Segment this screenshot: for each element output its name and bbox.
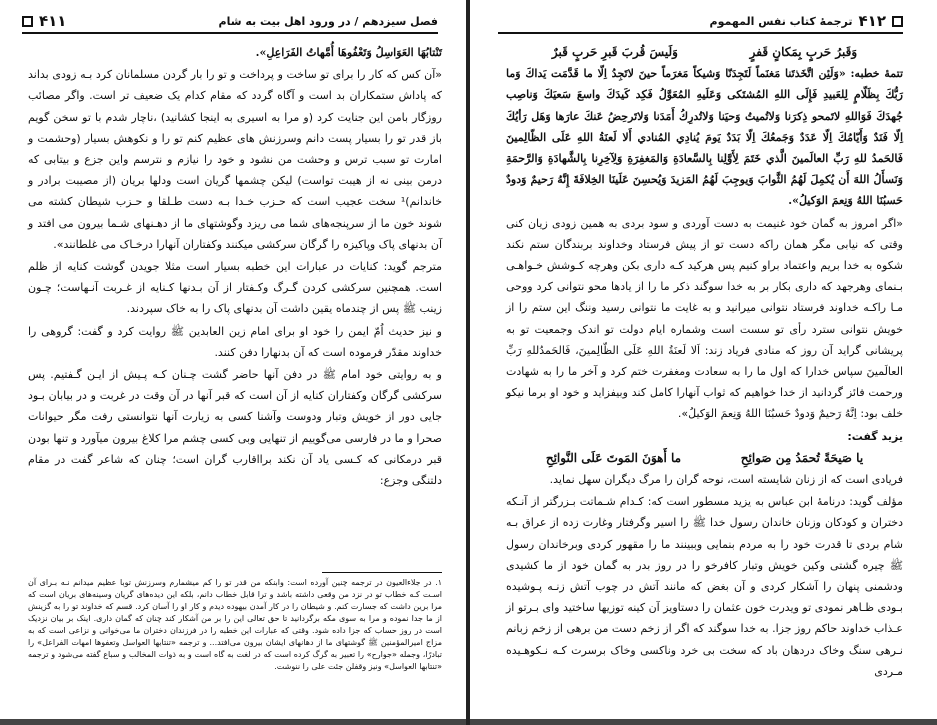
paragraph: مترجم گوید: کنایات در عبارات این خطبه بسیار است مثلا جویدن گوشت کنایه از ظلم است. همچنین سرکشی کردن گـرگ وکـفتار از آن بـدنها کـنایه از غـربت آنـهاست؛ چـون زینب ﷺ پس از چندماه یقین داشت آن بدنهای پاک را به خاک سپردند. [28, 260, 442, 316]
verse-hemistich: وَلَيسَ قُربَ قَبرِ حَربٍ قَبرٌ [551, 45, 678, 59]
paragraph: «آن کس که کار را برای تو ساخت و پرداخت و تو را بار گردن مسلمانان کرد بـه زودی بداند که پاداش ستمکاران بد است و آگاه گردد که مقام کدام یک ضعیف تر است. واگر مصائب روزگار بامن این جنایت کرد (و مرا به اسیری به اینجا کشانید) ،ناچار شدم با تو سخن گویم باز قدر تو را بسیار پست دانم وسرزنش های عظیم کنم تو را و نکوهش بسیار (وحشمت و امارت تو سبب ترس و وحشت من نشود و خود را نیازم و نترسم واین جزع و بیتابی که درمن بینی نه از هیبت تواست) لیکن چشمها گریان است ودلها بریان (از مصیبت برادر و خاندانم)¹ سخت عجیب است که حـزب خـدا بـه دست طـلقا و حـزب شیطان کشته می شوند خون ما از سرپنجه‌های شما می ریزد وگوشتهای ما از دهـنهای شـما بیرون می افتد و آن بدنهای پاک وپاکیزه را گرگان سرکشی میکنند وکفتاران آنهارا درخـاک می غلطانند». [28, 68, 442, 251]
right-page-body [506, 42, 903, 683]
paragraph: «اگر امروز به گمان خود غنیمت به دست آوردی و سود بردی به همین زودی زیان کنی وقتی که نیابی مگر همان راکه دست تو از پیش فرستاد وخداوند بربندگان ستم نکند شکوه به خدا بریم واعتماد براو کنیم پس هرکید کـه داری بکن وهرچه کـوشش خـواهـی بـنمای وهرجهد که داری بکار بر به خدا سوگند ذکر ما را از یادها محو نتوانی کرد ووحی مـا راکـه خداوند فرستاد نتوانی میرانید و به غایت ما نتوانی رسید وننگ این ستم را از خویش نتوانی سترد رأی تو سست است وشماره ایام دولت تو اندک وجمعیت تو به پریشانی گراید آن روز که منادی فریاد زند: اَلا لَعنَةُ اللهِ عَلَى الظّالِمینَ، فَالحَمدُللهِ رَبِّ العالَمینَ سپاس خدارا که اول ما را به سعادت ومغفرت ختم کرد و آخر ما را به شهادت ورحمت فائز گردانید از خدا خواهیم که ثواب آنهارا کامل کند وبیفزاید و خود او برما نیکو خلف بود: اِنَّهُ رَحیمٌ وَدودٌ حَسبُنَا اللهُ وَنِعمَ الوَکیلُ». [506, 216, 903, 421]
verse-couplet [516, 42, 893, 63]
right-page-header [498, 10, 903, 34]
paragraph: یزید گفت: [847, 429, 903, 443]
paragraph: مؤلف گوید: درنامهٔ ابن عباس به یزید مسطور است که: کـدام شـماتت بـزرگتر از آنـکه دختران و کودکان وزنان خاندان رسول خدا ﷺ را اسیر وگرفتار وغارت زده از عراق بـه شام بردی تا قدرت خود را به مردم بنمایی وببینند ما را مقهور کردی وبرخاندان رسول ﷺ چیره گشتی وکین خویش وتبار کافرخو را در روز بدر به گمان خود از ما کشیدی ودشمنی پنهان را آشکار کردی و آن بغض که مانند آتش در چوب آتش زنـه پـوشیده بـودی ظـاهر نمودی تو ویدرت خون عثمان را دستاویز آن کینه توزیها ساختید وای بـرتو از عـذاب خداوند حاکم روز جزا. به خدا سوگند که اگر از زخم دست من برهی از زخم زبانم نـرهی سنگ وخاک دردهان باد که سخت بی خرد وناکسی وخاک برسرت کـه نـکوهـیده مـردی [506, 495, 903, 678]
page-bottom-edge [0, 719, 466, 725]
running-head: ترجمهٔ کتاب نفس المهموم [709, 14, 853, 28]
paragraph: و به روایتی خود امام ﷺ در دفن آنها حاضر گشت چـنان کـه پـیش از ایـن گـفتیم. پس سرکشی گرگان وکفتاران کنایه از آن است که قبر آنها در آن وقت در غربت و در بیابان بـود جایی دور از خویش وتبار ودوست وآشنا کسی به زیارت آنها نتوانستی رفت مگر حیوانات صحرا و ما در فارسی می‌گوییم از تنهایی وبی کسی چشم مرا کلاغ بیرون میآورد و تنها بودن قبر درمکانی که کـسی یاد آن نکند برااقارب گران است؛ چنان که شاعر گفت در مقام دلتنگی وجزع: [28, 368, 442, 488]
paragraph: و نیز حدیث اُمّ ایمن را خود او برای امام زین العابدین ﷺ روایت کرد و گفت: گروهی را خداوند مقدّر فرموده است که آن بدنهارا دفن کنند. [28, 324, 442, 359]
header-rule [498, 32, 903, 34]
verse-couplet [516, 448, 893, 469]
header-rule [22, 32, 438, 34]
square-icon [22, 16, 33, 27]
footnote: ١. در جلاءالعیون در ترجمه چنین آورده است: وابنکه من قدر تو را کم میشمارم وسرزنش توبا عظیم میدانم نـه بـرای آن اسـت کـه خطاب تو در نزد من وقعی داشته باشد و ترا قابل خطاب دانم، بلکه این دیده‌های گریان وسینه‌های بریان است که مرا برین داشت که جسارت کنم. و شیطان را در کار آمدن بیهوده دیدم و کار او را آسان کرد. قسم که خداوند تو را به گزینش از ما جدا نموده و مرا به سوی مکه برگردانید تا حق تعالی این را بر من آشکار کند چنان که گمان داری. اینک بر بیان نزدیک است در روز حساب که جزا داده شود. وقتی که عبارات این خطبه را در فرزندان دختران ما می‌خوانی و نزاعی است که به مزاج امیرالمؤمنین ﷺ گوشتهای ما از دهانهای ایشان بیرون می‌افتد... و ترجمه «تنتابها العواسل وتعفوها امهات الفراعل» را تبادرًا، وجمله «جوارح» را تعبیر به گرگ کرده است که در لغت به گاه است و به ذوات المخالب و سباع گفته می‌شود و ترجمه «تنتابها العواسل» ونیز وقفلن جئت علی را ننوشت. [28, 578, 442, 671]
arabic-heading: تَنْتابُهَا العَوَاسِلُ وَتَعْفُوهَا أُمَّهاتُ الفَرَاعِلِ». [255, 46, 442, 59]
verse-hemistich: وَقَبرُ حَربٍ بِمَكانٍ قَفرٍ [749, 45, 858, 59]
running-head: فصل سیزدهم / در ورود اهل بیت به شام [218, 14, 438, 28]
right-page [470, 0, 937, 725]
left-page-body [28, 42, 442, 492]
verse-hemistich: ما أَهوَنَ المَوتَ عَلَى النَّوائِحِ [545, 450, 682, 465]
paragraph: فریادی است که از زنان شایسته است، نوحه گران را مرگ دیگران سهل نماید. [549, 473, 903, 487]
page-number: ۴۱۲ [858, 12, 886, 30]
page-bottom-edge [470, 719, 937, 725]
arabic-passage: تتمهٔ خطبه: «وَلَئِن اتَّخَذتَنا مَغنَماً لَتَجِدَنّا وَشيكاً مَغرَماً حينَ لاتَجِدُ اِلّا ما قَدَّمَت يَداكَ وَما رَبُّكَ بِظَلّامٍ لِلعَبيدِ فَإِلَى اللهِ المُشتَكى وَعَلَيهِ المُعَوَّلُ فَكِد كَيدَكَ واسعَ سَعيَكَ وَناصِب جُهدَكَ فَوَاللهِ لاتَمحو ذِكرَنا وَلاتُميتُ وَحيَنا وَلاتُدرِكُ أَمَدَنا وَلاتَرحِضُ عَنكَ عارَها وَهَل رَأيُكَ اِلّا فَنَدٌ وَأَيّامُكَ اِلّا عَدَدٌ وَجَمعُكَ اِلّا بَدَدٌ يَومَ يُنادِي المُنادي أَلا لَعنَةُ اللهِ عَلَى الظّالِمينَ فَالحَمدُ للهِ رَبِّ العالَمينَ الَّذي خَتَمَ لِأَوَّلِنا بِالسَّعادَةِ وَالمَغفِرَةِ وَلِآخِرِنا بِالشَّهادَةِ وَالرَّحمَةِ وَنَسأَلُ اللهَ أَن يُكمِلَ لَهُمُ الثَّوابَ وَيوجِبَ لَهُمُ المَزيدَ وَيُحسِنَ عَلَينَا الخِلافَةَ إِنَّهُ رَحيمٌ وَدودٌ حَسبُنَا اللهُ وَنِعمَ الوَكيلُ». [506, 67, 903, 208]
verse-hemistich: يا صَيحَةً تُحمَدُ مِن صَوائِحِ [740, 450, 864, 465]
footnote-rule [322, 572, 442, 573]
page-number: ۴۱۱ [39, 12, 67, 30]
square-icon [892, 16, 903, 27]
left-page-header [22, 10, 438, 34]
left-page [0, 0, 466, 725]
